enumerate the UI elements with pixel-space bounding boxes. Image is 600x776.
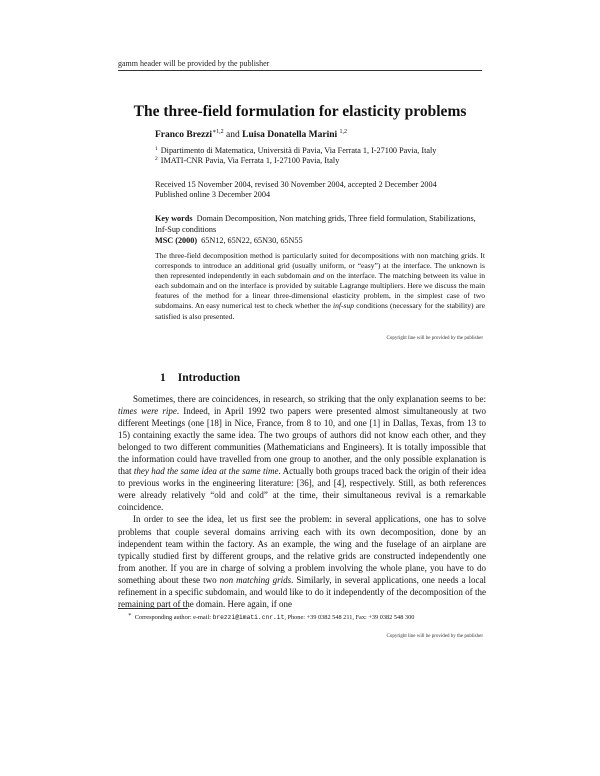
affiliation-1-num: 1 xyxy=(155,146,158,152)
paragraph-1 xyxy=(118,393,486,513)
author-1: Franco Brezzi xyxy=(155,130,213,140)
keywords-text: Domain Decomposition, Non matching grids, Three field formulation, Stabilizations, Inf-Sup conditions xyxy=(155,214,476,234)
section-title: Introduction xyxy=(177,372,241,384)
footnote xyxy=(128,612,414,621)
abstract-em-2: inf-sup xyxy=(333,301,355,311)
running-header: gamm header will be provided by the publisher xyxy=(118,59,270,68)
paper-title: The three-field formulation for elasticity problems xyxy=(133,103,467,120)
copyright-line-abstract: Copyright line will be provided by the publisher xyxy=(386,336,483,341)
p1-part-a: Sometimes, there are coincidences, in research, so striking that the only explanation seems to be: xyxy=(133,394,486,404)
section-number: 1 xyxy=(160,372,166,384)
footnote-rule xyxy=(118,608,188,609)
author-line xyxy=(155,128,347,140)
p2-part-b: . Similarly, in several applications, one needs a local refinement in a specific subdomain, and would like to do it independently of the decomposition of the remaining part of the domain. Here again, if one xyxy=(118,574,486,609)
author-2: Luisa Donatella Marini xyxy=(242,130,338,140)
msc-label: MSC (2000) xyxy=(155,236,198,245)
author-connector: and xyxy=(226,130,240,140)
p1-em-1: times were ripe xyxy=(118,406,177,417)
affiliation-2-text: IMATI-CNR Pavia, Via Ferrata 1, I-27100 Pavia, Italy xyxy=(160,156,340,165)
section-heading xyxy=(160,372,240,384)
affiliation-1 xyxy=(155,146,436,155)
msc-text: 65N12, 65N22, 65N30, 65N55 xyxy=(201,236,303,245)
keywords-label: Key words xyxy=(155,214,193,223)
footnote-suffix: , Phone: +39 0382 548 211, Fax: +39 0382 548 300 xyxy=(284,614,415,622)
p1-part-b: . Indeed, in April 1992 two papers were presented almost simultaneously at two different Meetings (one [18] in Nice, France, from 8 to 10, and one [1] in Dallas, Texas, from 13 to 15) containing exactly the same idea. The two groups of authors did not know each other, and they belonged to two different communities (Mathematicians and Engineers). It is totally impossible that the information could have travelled from one group to another, and the only possible explanation is that xyxy=(118,406,487,477)
affiliation-2-num: 2 xyxy=(155,156,158,162)
p2-em: non matching grids xyxy=(219,574,292,585)
received-dates: Received 15 November 2004, revised 30 November 2004, accepted 2 December 2004 xyxy=(155,180,437,189)
published-date: Published online 3 December 2004 xyxy=(155,190,271,199)
header-rule xyxy=(118,70,482,71)
author-2-sup: 1,2 xyxy=(339,129,348,135)
footnote-prefix: Corresponding author: e-mail: xyxy=(134,614,213,622)
affiliation-2 xyxy=(155,156,339,165)
footnote-email[interactable]: brezzi@imati.cnr.it xyxy=(212,614,285,622)
abstract-em-1: and xyxy=(312,271,325,281)
p1-em-2: they had the same idea at the same time xyxy=(133,466,279,477)
footnote-mark: ∗ xyxy=(128,612,132,618)
abstract-part-2: on the interface. The matching between its value in each subdomain and on the interface is provided by suitable Lagrange multipliers. Here we discuss the main features of the method for a linear three-dimensional elasticity problem, in the simplest case of two subdomains. An easy numerical test to check whether the xyxy=(155,271,485,311)
abstract-part-3: conditions (necessary for the stability) are satisfied is also presented. xyxy=(155,301,485,321)
affiliation-1-text: Dipartimento di Matematica, Università di Pavia, Via Ferrata 1, I-27100 Pavia, Italy xyxy=(160,146,437,155)
p2-part-a: In order to see the idea, let us first see the problem: in several applications, one has to solve problems that couple several domains arriving each with its own decomposition, done by an independent team within the factory. As an example, the wing and the fuselage of an airplane are typically studied first by different groups, and the relative grids are constructed independently one from another. If you are in charge of solving a problem involving the whole plane, you have to do something about these two xyxy=(118,514,486,585)
author-1-sup: ∗1,2 xyxy=(212,129,224,135)
copyright-line-footer: Copyright line will be provided by the publisher xyxy=(386,634,483,639)
abstract xyxy=(155,251,485,322)
body-text xyxy=(118,393,486,610)
abstract-part-1: The three-field decomposition method is particularly suited for decompositions with non matching grids. It corresponds to introduce an additional grid (usually uniform, or “easy”) at the interface. The unknown is then represented independently in each subdomain xyxy=(155,251,485,281)
keywords-block xyxy=(155,213,485,246)
p1-part-c: . Actually both groups traced back the origin of their idea to previous works in the engineering literature: [36], and [4], respectively. Still, as both references were already relatively “old and cold” at the time, their simultaneous revival is a remarkable coincidence. xyxy=(118,466,487,513)
paragraph-2 xyxy=(118,513,486,609)
